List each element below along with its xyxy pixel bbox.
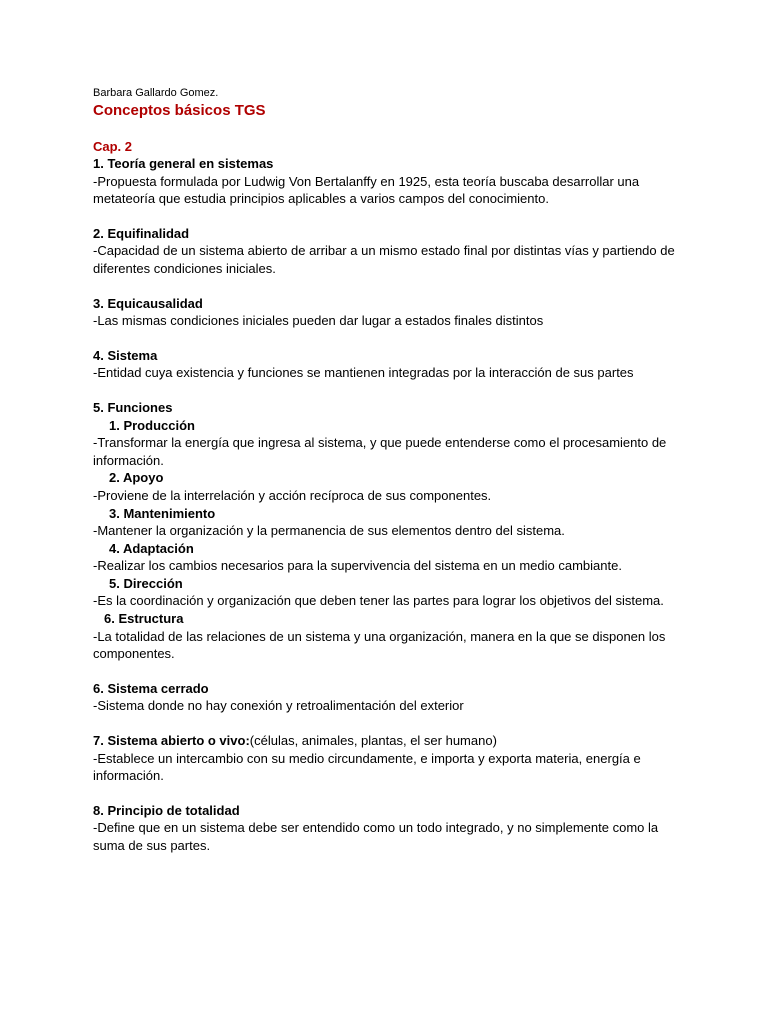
section-heading: 8. Principio de totalidad <box>93 802 240 818</box>
section-text: -Capacidad de un sistema abierto de arribar a un mismo estado final por distintas vías y partiendo de diferentes condiciones iniciales. <box>93 243 675 276</box>
section-1 <box>93 155 678 208</box>
section-heading: 7. Sistema abierto o vivo: <box>93 733 250 749</box>
section-8 <box>93 802 678 855</box>
subsection-text: -Realizar los cambios necesarios para la supervivencia del sistema en un medio cambiante. <box>93 558 622 574</box>
section-5 <box>93 399 678 663</box>
section-2 <box>93 225 678 278</box>
section-heading: 5. Funciones <box>93 399 173 415</box>
section-text: -Las mismas condiciones iniciales pueden dar lugar a estados finales distintos <box>93 313 544 329</box>
section-3 <box>93 295 678 330</box>
document-title: Conceptos básicos TGS <box>93 102 266 119</box>
chapter-label: Cap. 2 <box>93 139 133 154</box>
subsection-text: -Transformar la energía que ingresa al sistema, y que puede entenderse como el procesamiento de información. <box>93 435 667 468</box>
subsection-heading: 6. Estructura <box>104 611 184 627</box>
section-heading: 1. Teoría general en sistemas <box>93 156 274 171</box>
subsection-text: -Mantener la organización y la permanencia de sus elementos dentro del sistema. <box>93 523 565 539</box>
section-heading: 6. Sistema cerrado <box>93 680 209 696</box>
section-heading: 2. Equifinalidad <box>93 225 190 241</box>
author-name: Barbara Gallardo Gomez. <box>93 87 219 99</box>
section-7 <box>93 732 678 785</box>
section-heading-note: (células, animales, plantas, el ser humano) <box>249 733 497 749</box>
section-text: -Establece un intercambio con su medio circundamente, e importa y exporta materia, energía e información. <box>93 750 641 784</box>
section-4 <box>93 347 678 382</box>
section-text: -Entidad cuya existencia y funciones se mantienen integradas por la interacción de sus partes <box>93 365 634 381</box>
subsection-heading: 2. Apoyo <box>109 470 164 486</box>
section-text: -Propuesta formulada por Ludwig Von Bertalanffy en 1925, esta teoría buscaba desarrollar una metateoría que estudia principios aplicables a varios campos del conocimiento. <box>93 173 640 207</box>
subsection-heading: 3. Mantenimiento <box>109 505 216 521</box>
subsection-heading: 5. Dirección <box>109 575 183 591</box>
section-heading-line <box>93 732 678 750</box>
subsection-text: -Proviene de la interrelación y acción recíproca de sus componentes. <box>93 487 492 503</box>
subsection-text: -La totalidad de las relaciones de un sistema y una organización, manera en la que se disponen los componentes. <box>93 628 666 662</box>
subsection-heading: 1. Producción <box>109 417 195 433</box>
subsection-text: -Es la coordinación y organización que deben tener las partes para lograr los objetivos del sistema. <box>93 593 664 609</box>
section-6 <box>93 680 678 715</box>
section-text: -Define que en un sistema debe ser entendido como un todo integrado, y no simplemente como la suma de sus partes. <box>93 820 659 853</box>
section-text: -Sistema donde no hay conexión y retroalimentación del exterior <box>93 698 464 714</box>
section-heading: 3. Equicausalidad <box>93 295 203 311</box>
section-heading: 4. Sistema <box>93 347 158 363</box>
subsection-heading: 4. Adaptación <box>109 540 194 556</box>
